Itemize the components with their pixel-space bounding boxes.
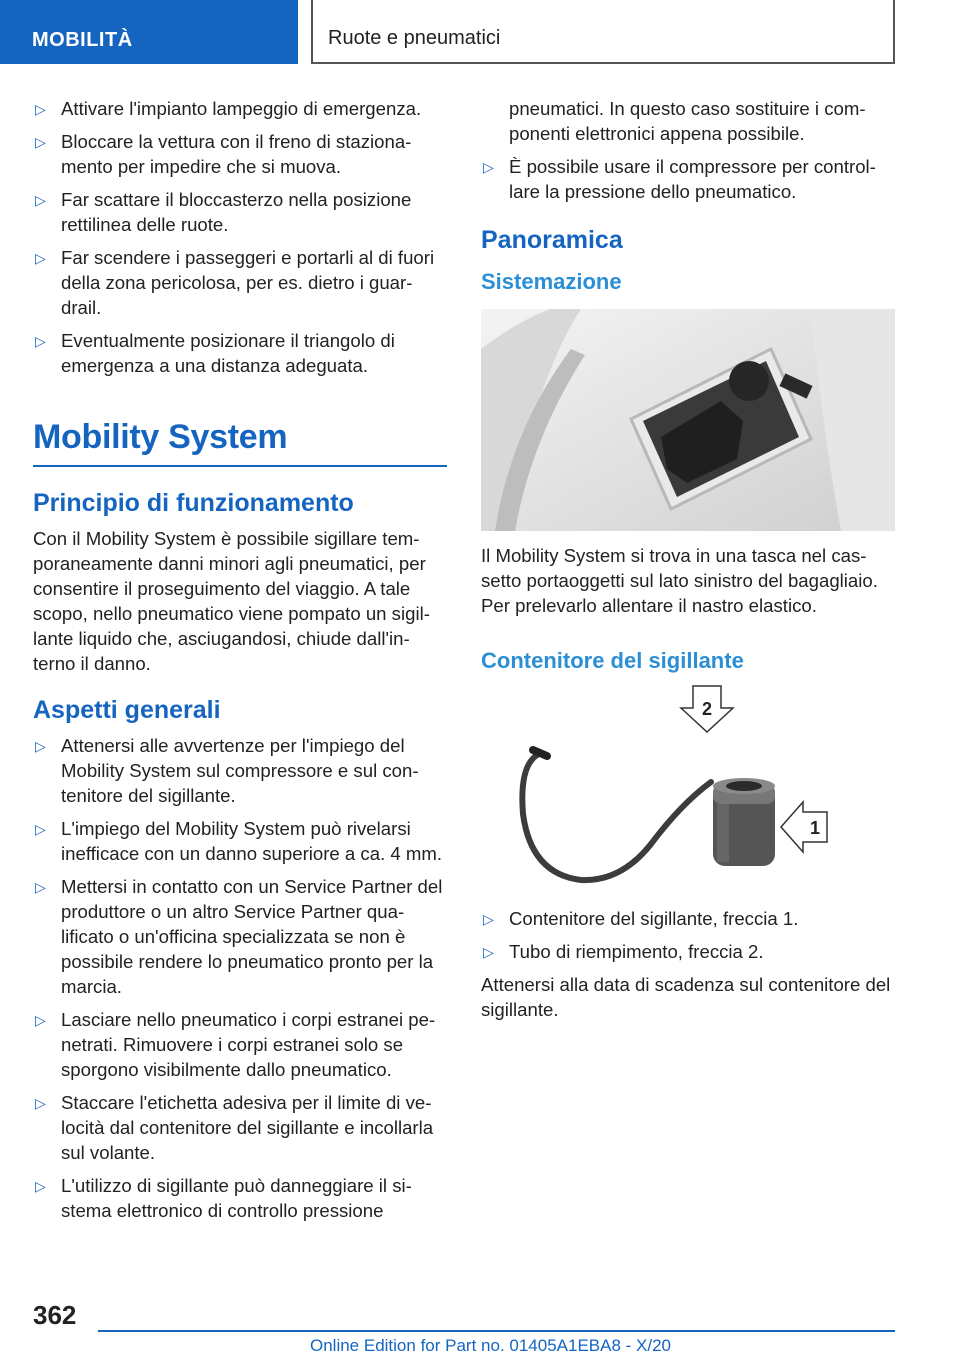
header-section-tab: MOBILITÀ (0, 0, 298, 64)
bullet-triangle-icon: ▷ (35, 879, 46, 895)
trunk-compartment-image (481, 309, 895, 531)
list-item: ▷ Attivare l'impianto lampeggio di emergenza. (33, 96, 447, 121)
footer-divider (98, 1330, 895, 1332)
sealant-bottle-shape (713, 778, 775, 866)
filler-hose-shape (522, 754, 711, 880)
bullet-triangle-icon: ▷ (35, 101, 46, 117)
list-item: ▷ Lasciare nello pneumatico i corpi estranei pe-netrati. Rimuovere i corpi estranei solo se sporgono visibilmente dallo pneumatico. (35, 1009, 436, 1080)
mobility-system-photo (481, 309, 895, 531)
sealant-container-illustration (481, 684, 895, 898)
bullet-triangle-icon: ▷ (35, 192, 46, 208)
list-item: ▷ È possibile usare il compressore per control-lare la pressione dello pneumatico. (483, 156, 876, 202)
bullet-triangle-icon: ▷ (35, 333, 46, 349)
heading-general: Aspetti generali (33, 696, 221, 724)
list-item: ▷ Contenitore del sigillante, freccia 1. (481, 906, 895, 931)
page-number: 362 (33, 1300, 77, 1330)
header-chapter-title: Ruote e pneumatici (311, 0, 895, 64)
bullet-triangle-icon: ▷ (35, 738, 46, 754)
intro-bullet-list (33, 96, 447, 378)
list-item: ▷ Bloccare la vettura con il freno di staziona-mento per impedire che si muova. (35, 131, 412, 177)
arrow-label-2: 2 (701, 699, 713, 719)
bullet-triangle-icon: ▷ (35, 134, 46, 150)
list-item: ▷ L'utilizzo di sigillante può danneggiare il si-stema elettronico di controllo pressione (35, 1175, 412, 1221)
expiry-paragraph: Attenersi alla data di scadenza sul contenitore del sigillante. (481, 974, 891, 1020)
general-bullet-list (33, 733, 447, 1223)
heading-overview: Panoramica (481, 226, 623, 254)
continued-paragraph: pneumatici. In questo caso sostituire i com-ponenti elettronici appena possibile. (509, 98, 866, 144)
list-item: ▷ Far scendere i passeggeri e portarli al di fuori della zona pericolosa, per es. dietro i guar-drail. (35, 247, 435, 318)
location-paragraph: Il Mobility System si trova in una tasca nel cas-setto portaoggetti sul lato sinistro del bagagliaio. Per prelevarlo allentare il nastro elastico. (481, 545, 878, 616)
right-column (481, 96, 895, 1022)
list-item: ▷ Staccare l'etichetta adesiva per il limite di ve-locità dal contenitore del sigillante e incollarla sul volante. (35, 1092, 434, 1163)
principle-paragraph: Con il Mobility System è possibile sigillare tem-poraneamente danni minori agli pneumatici, per consentire il proseguimento del viaggio. A tale scopo, nello pneumatico viene pompato un sigil-lante liquido che, asciugandosi, chiude dall'in-terno il danno. (33, 528, 430, 674)
list-item: ▷ Eventualmente posizionare il triangolo di emergenza a una distanza adeguata. (35, 330, 395, 376)
arrow-label-1: 1 (809, 818, 821, 838)
heading-container: Contenitore del sigillante (481, 648, 744, 673)
section-title-mobility-system: Mobility System (33, 418, 447, 467)
list-item: ▷ Tubo di riempimento, freccia 2. (481, 939, 895, 964)
footer-edition-text: Online Edition for Part no. 01405A1EBA8 - X/20 (310, 1336, 672, 1355)
list-item: ▷ L'impiego del Mobility System può rivelarsi inefficace con un danno superiore a ca. 4 mm. (35, 818, 443, 864)
bullet-triangle-icon: ▷ (483, 159, 494, 175)
bullet-triangle-icon: ▷ (483, 911, 494, 927)
list-item: ▷ Mettersi in contatto con un Service Partner del produttore o un altro Service Partner qua-lificato o un'officina specializzata se non è possibile rendere lo pneumatico pronto per la marcia. (35, 876, 443, 997)
bullet-triangle-icon: ▷ (35, 821, 46, 837)
list-item: ▷ Far scattare il bloccasterzo nella posizione rettilinea delle ruote. (35, 189, 412, 235)
container-bullet-list (481, 906, 895, 964)
bullet-triangle-icon: ▷ (483, 944, 494, 960)
bullet-triangle-icon: ▷ (35, 250, 46, 266)
heading-principle: Principio di funzionamento (33, 489, 354, 517)
bullet-triangle-icon: ▷ (35, 1178, 46, 1194)
bullet-triangle-icon: ▷ (35, 1012, 46, 1028)
bullet-triangle-icon: ▷ (35, 1095, 46, 1111)
arrow-1-left-shape (781, 802, 827, 852)
left-column (33, 96, 447, 1231)
continued-bullet-list (481, 154, 895, 204)
heading-location: Sistemazione (481, 269, 622, 294)
list-item: ▷ Attenersi alle avvertenze per l'impiego del Mobility System sul compressore e sul con-tenitore del sigillante. (35, 735, 419, 806)
